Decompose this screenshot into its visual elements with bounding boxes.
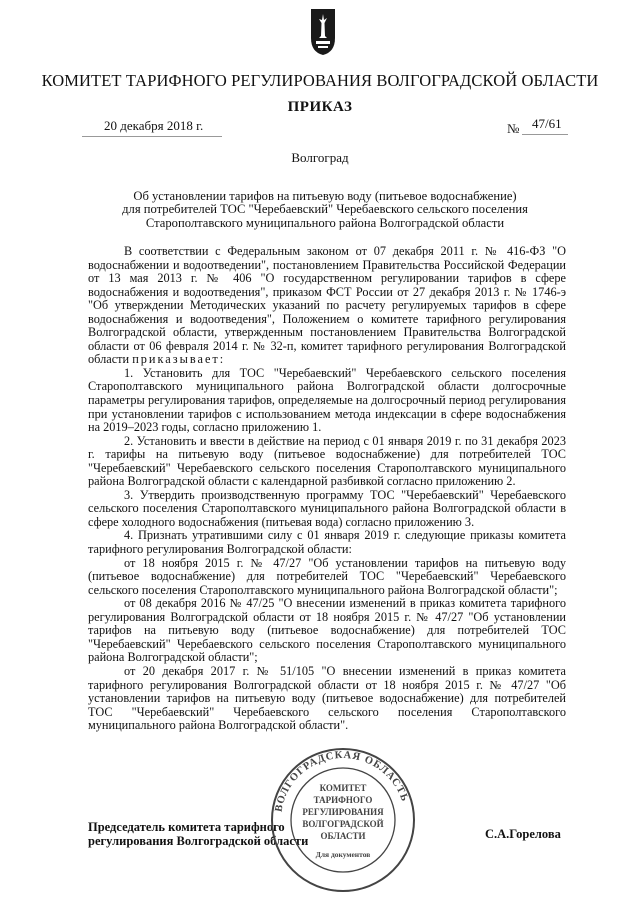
document-type: ПРИКАЗ xyxy=(287,99,353,115)
order-title xyxy=(60,190,590,230)
preamble-text: В соответствии с Федеральным законом от 07 декабря 2011 г. № 416-ФЗ "О водоснабжении и водоотведении", постановлением Правительства Российской Федерации от 13 мая 2013 г. № 406 "О государственном регулировании тарифов в сфере водоснабжения и водоотведения", приказом ФСТ России от 27 декабря 2013 г. № 1746-э "Об утверждении Методических указаний по расчету регулируемых тарифов в сфере водоснабжения и водоотведения", Положением о комитете тарифного регулирования Волгоградской области, утвержденным постановлением Правительства Волгоградской области от 06 февраля 2014 г. № 32-п, комитет тарифного регулирования Волгоградской области xyxy=(88,244,566,367)
committee-name: КОМИТЕТ ТАРИФНОГО РЕГУЛИРОВАНИЯ ВОЛГОГРАДСКОЙ ОБЛАСТИ xyxy=(41,71,599,90)
title-line: Об установлении тарифов на питьевую воду (питьевое водоснабжение) xyxy=(133,189,517,203)
order-date: 20 декабря 2018 г. xyxy=(104,118,204,133)
item-1: 1. Установить для ТОС "Черебаевский" Черебаевского сельского поселения Старополтавского муниципального района Волгоградской области долгосрочные параметры регулирования тарифов, определяемые на долгосрочный период регулирования при установлении тарифов с использованием метода индексации в сфере водоснабжения на 2019–2023 годы, согласно приложению 1. xyxy=(88,365,566,435)
coat-of-arms-icon xyxy=(310,8,336,56)
stamp-line: КОМИТЕТ xyxy=(319,783,367,793)
preamble-paragraph xyxy=(88,245,566,367)
preamble-verb: приказывает: xyxy=(132,352,226,367)
item-2: 2. Установить и ввести в действие на период с 01 января 2019 г. по 31 декабря 2023 г. тарифы на питьевую воду (питьевое водоснабжение) для потребителей ТОС "Черебаевский" Черебаевского сельского поселения Старополтавского муниципального района Волгоградской области с календарной разбивкой согласно приложению 2. xyxy=(88,433,566,489)
official-stamp-icon xyxy=(268,745,418,895)
item-4: 4. Признать утратившими силу с 01 января 2019 г. следующие приказы комитета тарифного регулирования Волгоградской области: xyxy=(88,528,566,557)
repealed-order-3: от 20 декабря 2017 г. № 51/105 "О внесении изменений в приказ комитета тарифного регулирования Волгоградской области от 18 ноября 2015 г. № 47/27 "Об установлении тарифов на питьевую воду (питьевое водоснабжение) для потребителей ТОС "Черебаевский" Черебаевского сельского поселения Старополтавского муниципального района Волгоградской области". xyxy=(88,663,566,733)
date-underline xyxy=(82,136,222,137)
stamp-line: Для документов xyxy=(315,850,371,859)
city: Волгоград xyxy=(291,150,349,165)
number-label: № xyxy=(507,121,520,136)
repealed-order-1: от 18 ноября 2015 г. № 47/27 "Об установлении тарифов на питьевую воду (питьевое водоснабжение) для потребителей ТОС "Черебаевский" Черебаевского сельского поселения Старополтавского муниципального района Волгоградской области"; xyxy=(88,555,566,597)
order-number: 47/61 xyxy=(532,116,562,131)
signatory-name: С.А.Горелова xyxy=(485,827,561,841)
position-line: Председатель комитета тарифного xyxy=(88,820,285,834)
repealed-order-2: от 08 декабря 2016 № 47/25 "О внесении изменений в приказ комитета тарифного регулирования Волгоградской области от 18 ноября 2015 г. № 47/27 "Об установлении тарифов на питьевую воду (питьевое водоснабжение) для потребителей ТОС "Черебаевский" Черебаевского сельского поселения Старополтавского муниципального района Волгоградской области"; xyxy=(88,596,566,665)
number-underline xyxy=(522,134,568,135)
stamp-line: РЕГУЛИРОВАНИЯ xyxy=(302,807,384,817)
position-line: регулирования Волгоградской области xyxy=(88,834,309,848)
title-line: Старополтавского муниципального района Волгоградской области xyxy=(145,215,505,230)
stamp-line: ТАРИФНОГО xyxy=(313,795,373,805)
stamp-line: ВОЛГОГРАДСКОЙ xyxy=(302,819,384,829)
title-line: для потребителей ТОС "Черебаевский" Черебаевского сельского поселения xyxy=(122,202,528,217)
order-body xyxy=(88,245,566,733)
stamp-line: ОБЛАСТИ xyxy=(320,831,366,841)
item-3: 3. Утвердить производственную программу ТОС "Черебаевский" Черебаевского сельского поселения Старополтавского муниципального района Волгоградской области в сфере холодного водоснабжения (питьевая вода) согласно приложению 3. xyxy=(88,487,566,529)
stamp-ring-text: ВОЛГОГРАДСКАЯ ОБЛАСТЬ xyxy=(273,749,411,813)
